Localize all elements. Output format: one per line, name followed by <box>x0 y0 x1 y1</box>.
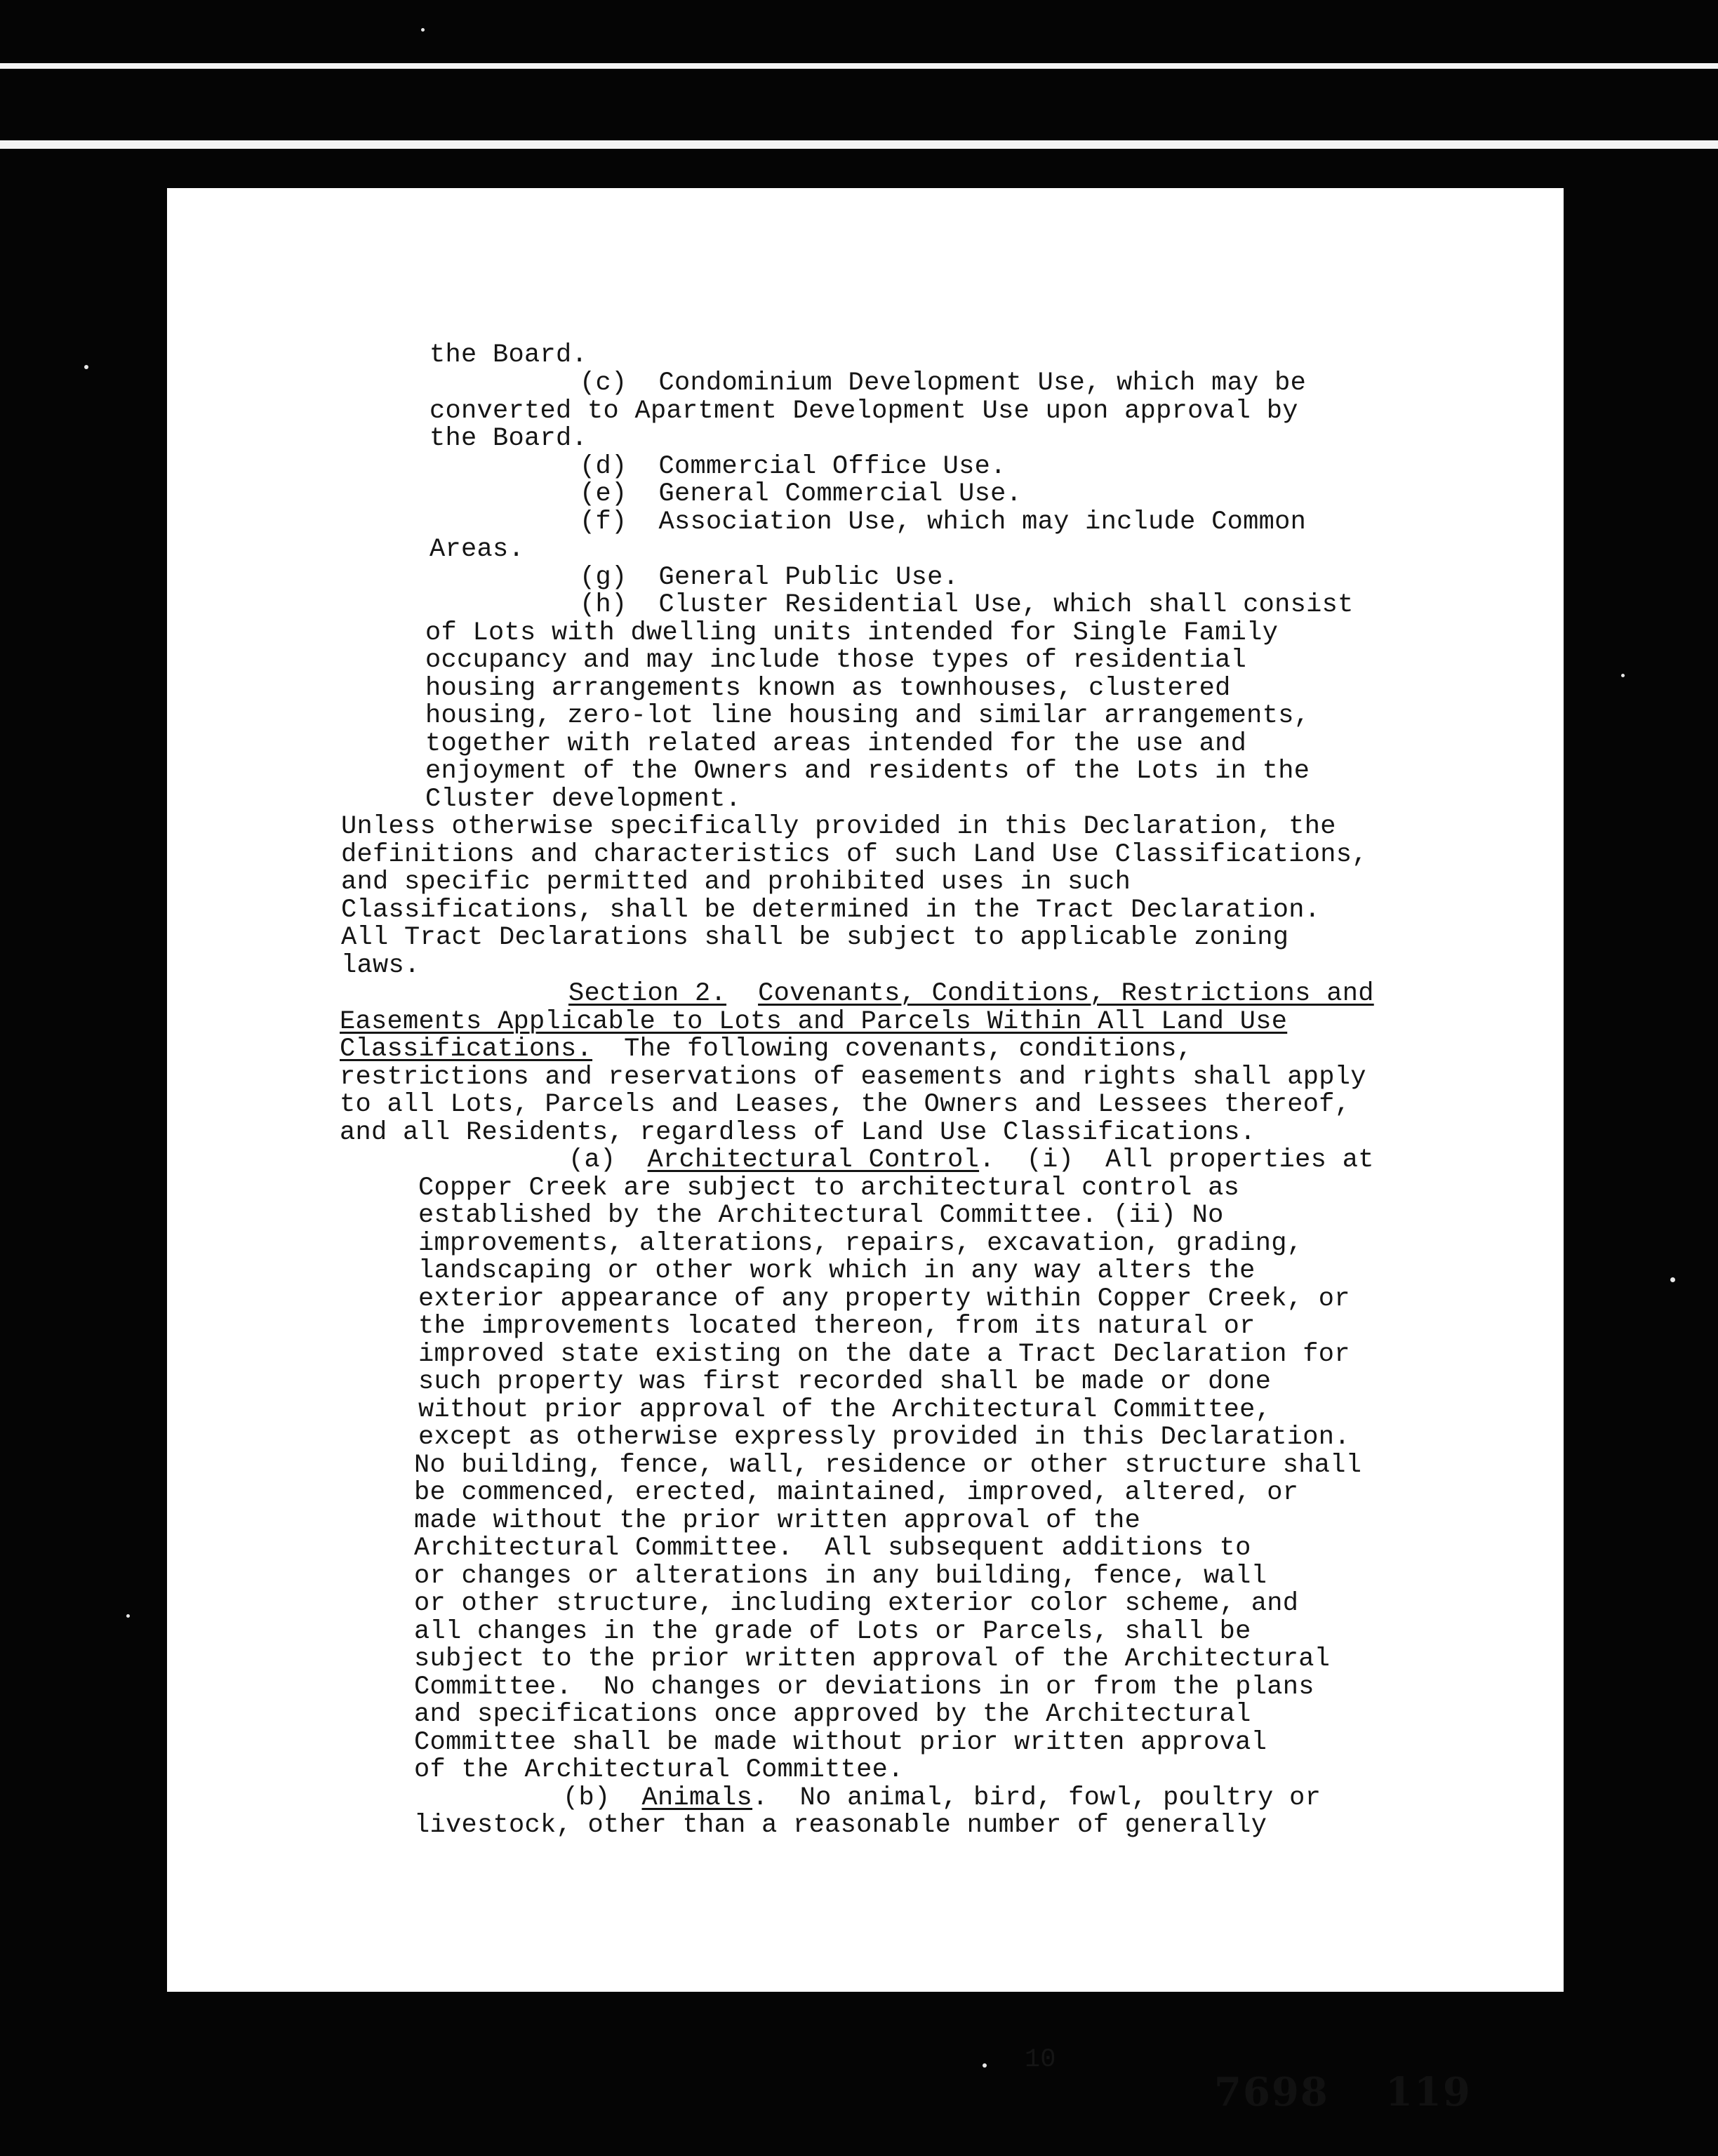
text-line: without prior approval of the Architectural Committee, <box>418 1395 1272 1425</box>
text-line: (d) Commercial Office Use. <box>580 452 1006 481</box>
text-line: to all Lots, Parcels and Leases, the Owners and Lessees thereof, <box>340 1090 1351 1119</box>
text-line: of the Architectural Committee. <box>414 1755 904 1785</box>
subsection-a-line <box>568 1146 1374 1174</box>
recording-stamp-page: 119 <box>1385 2069 1472 2115</box>
text-line: enjoyment of the Owners and residents of the Lots in the <box>425 757 1310 786</box>
text-line: the Board. <box>429 340 588 370</box>
section-title-end: Classifications. <box>340 1034 593 1064</box>
text-line: landscaping or other work which in any way alters the <box>418 1256 1256 1286</box>
section-title-continued: Easements Applicable to Lots and Parcels Within All Land Use <box>340 1007 1288 1037</box>
text-line: (g) General Public Use. <box>580 563 959 592</box>
text-line: together with related areas intended for the use and <box>425 729 1247 759</box>
text-line: Classifications, shall be determined in the Tract Declaration. <box>341 896 1321 925</box>
text-line: (h) Cluster Residential Use, which shall consist <box>580 590 1354 620</box>
text-line: occupancy and may include those types of residential <box>425 646 1247 675</box>
text-line: (f) Association Use, which may include Common <box>580 507 1307 537</box>
text-line: converted to Apartment Development Use upon approval by <box>429 397 1298 426</box>
text-line: exterior appearance of any property within Copper Creek, or <box>418 1284 1350 1314</box>
text-line: improved state existing on the date a Tract Declaration for <box>418 1340 1350 1369</box>
section-heading-line <box>568 980 1374 1008</box>
section-number: Section 2. <box>568 979 727 1009</box>
text-line: restrictions and reservations of easements and rights shall apply <box>340 1063 1366 1092</box>
text-line: Cluster development. <box>425 785 742 814</box>
text-line: and all Residents, regardless of Land Use Classifications. <box>340 1118 1256 1147</box>
text-line: housing arrangements known as townhouses, clustered <box>425 674 1231 703</box>
text-line: or other structure, including exterior color scheme, and <box>414 1589 1299 1618</box>
subsection-a-heading: Architectural Control <box>647 1145 980 1175</box>
document-page <box>167 188 1564 2115</box>
text-line: the Board. <box>429 424 588 453</box>
text-line: be commenced, erected, maintained, improved, altered, or <box>414 1478 1299 1508</box>
text-line: Architectural Committee. All subsequent additions to <box>414 1533 1251 1563</box>
text-line: of Lots with dwelling units intended for Single Family <box>425 618 1279 648</box>
subsection-b-heading: Animals <box>641 1783 753 1813</box>
text-line: Unless otherwise specifically provided in this Declaration, the <box>341 812 1336 841</box>
text-line: except as otherwise expressly provided in this Declaration. <box>418 1423 1350 1452</box>
text-line: housing, zero-lot line housing and similar arrangements, <box>425 701 1310 731</box>
subsection-b-label: (b) <box>563 1783 642 1813</box>
text-line: or changes or alterations in any building, fence, wall <box>414 1562 1267 1591</box>
subsection-a-label: (a) <box>568 1145 648 1175</box>
scanner-edge-line <box>0 63 1718 69</box>
text-line: such property was first recorded shall be made or done <box>418 1367 1272 1397</box>
text-line: established by the Architectural Committee. (ii) No <box>418 1201 1224 1230</box>
text-line: and specific permitted and prohibited uses in such <box>341 867 1131 897</box>
text-line: improvements, alterations, repairs, excavation, grading, <box>418 1229 1303 1258</box>
scanner-edge-line <box>0 140 1718 149</box>
text-line: made without the prior written approval of the <box>414 1506 1141 1536</box>
text-line: Committee. No changes or deviations in or from the plans <box>414 1672 1314 1702</box>
text-line: subject to the prior written approval of the Architectural <box>414 1644 1331 1674</box>
text-line: (c) Condominium Development Use, which may be <box>580 368 1307 398</box>
text-line: Copper Creek are subject to architectural control as <box>418 1173 1240 1203</box>
text-line: livestock, other than a reasonable number of generally <box>414 1811 1267 1840</box>
text-line: and specifications once approved by the Architectural <box>414 1700 1251 1729</box>
text-line: all changes in the grade of Lots or Parcels, shall be <box>414 1617 1251 1646</box>
dust-speck <box>1670 1277 1675 1282</box>
recording-stamp-book: 7698 <box>1214 2069 1329 2115</box>
section-title: Covenants, Conditions, Restrictions and <box>758 979 1374 1009</box>
text-line: Areas. <box>429 535 525 564</box>
text-line: All Tract Declarations shall be subject to applicable zoning <box>341 923 1289 952</box>
subsection-a-text: . (i) All properties at <box>979 1145 1374 1175</box>
section-intro: The following covenants, conditions, <box>592 1034 1193 1064</box>
text-line <box>340 1035 1192 1063</box>
dust-speck <box>84 365 88 369</box>
dust-speck <box>126 1614 130 1618</box>
dust-speck <box>421 28 425 32</box>
dust-speck <box>983 2063 987 2068</box>
text-line: definitions and characteristics of such Land Use Classifications, <box>341 840 1368 870</box>
text-line: (e) General Commercial Use. <box>580 479 1023 509</box>
text-line: laws. <box>341 951 420 980</box>
subsection-b-line <box>563 1784 1321 1812</box>
dust-speck <box>1621 674 1625 677</box>
page-number: 10 <box>1025 2045 1056 2075</box>
text-line: No building, fence, wall, residence or other structure shall <box>414 1451 1362 1480</box>
subsection-b-text: . No animal, bird, fowl, poultry or <box>752 1783 1321 1813</box>
text-line: the improvements located thereon, from its natural or <box>418 1312 1256 1341</box>
text-line: Committee shall be made without prior written approval <box>414 1728 1267 1757</box>
